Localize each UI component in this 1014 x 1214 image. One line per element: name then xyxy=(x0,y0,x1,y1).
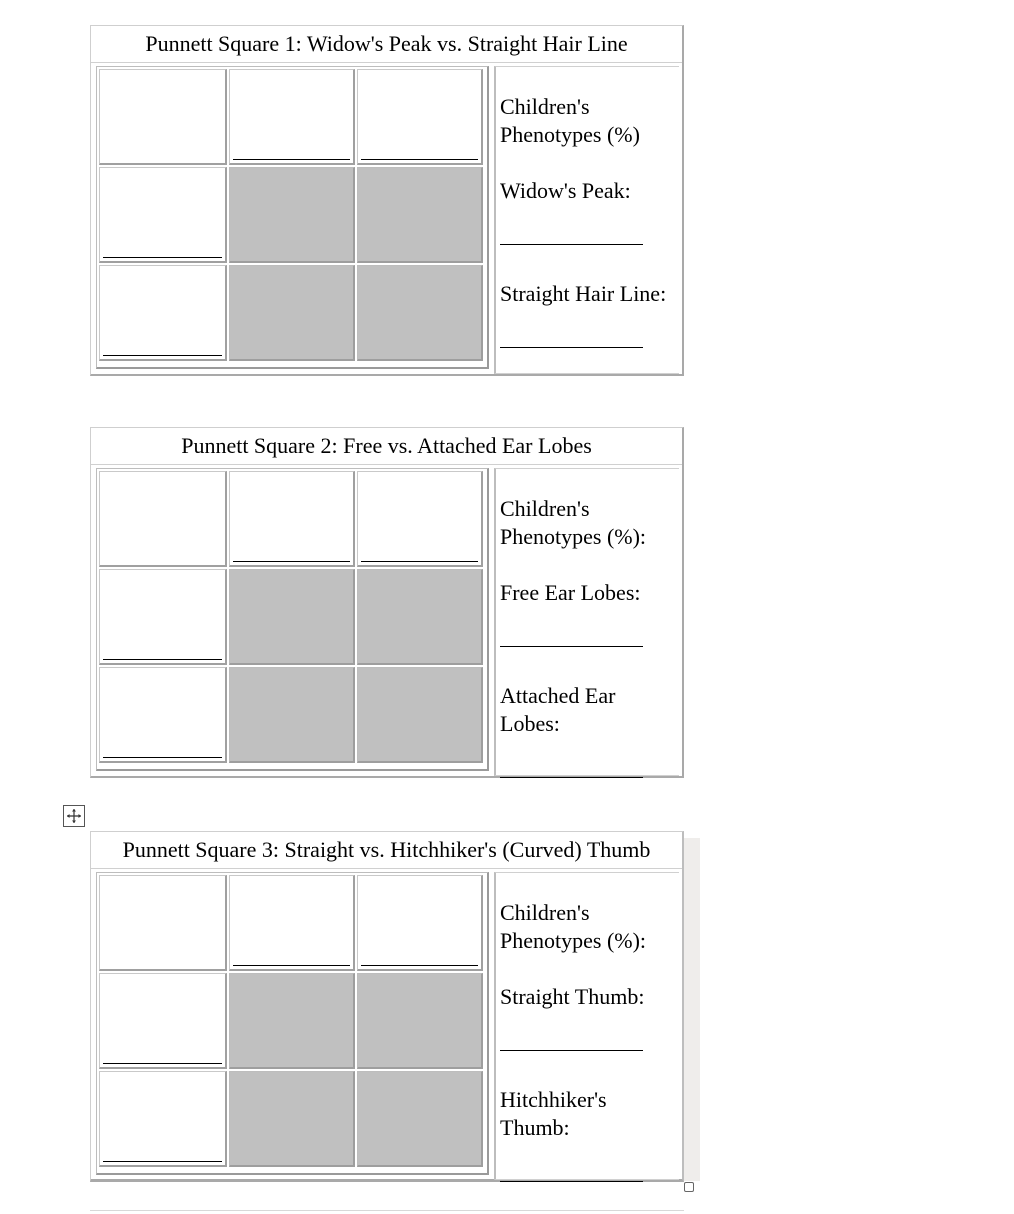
trait-b-blank[interactable] xyxy=(500,1181,643,1182)
punnett-grid xyxy=(96,66,489,369)
trait-a-label: Straight Thumb: xyxy=(500,984,645,1009)
answer-blank-line xyxy=(233,561,350,562)
parent-allele-cell[interactable] xyxy=(229,875,355,971)
answer-blank-line xyxy=(103,1063,222,1064)
answer-blank-line xyxy=(361,159,478,160)
parent-allele-cell[interactable] xyxy=(99,1071,227,1167)
trait-b-label: Straight Hair Line: xyxy=(500,281,667,306)
next-table-top-border xyxy=(90,1210,684,1211)
phenotypes-panel[interactable] xyxy=(494,872,679,1180)
phenotypes-panel[interactable] xyxy=(494,468,679,776)
parent-allele-cell[interactable] xyxy=(99,167,227,263)
offspring-cell[interactable] xyxy=(229,265,355,361)
answer-blank-line xyxy=(233,159,350,160)
phenotypes-panel[interactable] xyxy=(494,66,679,374)
offspring-cell[interactable] xyxy=(229,973,355,1069)
corner-cell[interactable] xyxy=(99,471,227,567)
resize-icon[interactable] xyxy=(684,1182,694,1192)
table-selection-strip xyxy=(684,838,700,1181)
answer-blank-line xyxy=(103,1161,222,1162)
answer-blank-line xyxy=(103,355,222,356)
offspring-cell[interactable] xyxy=(229,167,355,263)
parent-allele-cell[interactable] xyxy=(357,69,483,165)
parent-allele-cell[interactable] xyxy=(229,471,355,567)
parent-allele-cell[interactable] xyxy=(357,875,483,971)
trait-a-label: Free Ear Lobes: xyxy=(500,580,641,605)
phenotypes-label: Children's Phenotypes (%): xyxy=(500,900,647,953)
answer-blank-line xyxy=(361,965,478,966)
trait-b-blank[interactable] xyxy=(500,347,643,348)
corner-cell[interactable] xyxy=(99,875,227,971)
answer-blank-line xyxy=(103,757,222,758)
offspring-cell[interactable] xyxy=(357,973,483,1069)
phenotypes-label: Children's Phenotypes (%) xyxy=(500,94,640,147)
punnett-square-title: Punnett Square 1: Widow's Peak vs. Straight Hair Line xyxy=(91,26,682,63)
offspring-cell[interactable] xyxy=(229,667,355,763)
trait-b-label: Attached Ear Lobes: xyxy=(500,683,616,736)
parent-allele-cell[interactable] xyxy=(357,471,483,567)
trait-b-label: Hitchhiker's Thumb: xyxy=(500,1087,607,1140)
punnett-grid xyxy=(96,468,489,771)
answer-blank-line xyxy=(103,659,222,660)
punnett-grid xyxy=(96,872,489,1175)
offspring-cell[interactable] xyxy=(229,1071,355,1167)
move-icon[interactable] xyxy=(63,805,85,827)
answer-blank-line xyxy=(233,965,350,966)
offspring-cell[interactable] xyxy=(357,569,483,665)
parent-allele-cell[interactable] xyxy=(229,69,355,165)
corner-cell[interactable] xyxy=(99,69,227,165)
punnett-square-title: Punnett Square 3: Straight vs. Hitchhiker's (Curved) Thumb xyxy=(91,832,682,869)
move-icon-glyph xyxy=(66,808,82,824)
punnett-square-title: Punnett Square 2: Free vs. Attached Ear Lobes xyxy=(91,428,682,465)
answer-blank-line xyxy=(103,257,222,258)
trait-a-label: Widow's Peak: xyxy=(500,178,631,203)
parent-allele-cell[interactable] xyxy=(99,667,227,763)
phenotypes-label: Children's Phenotypes (%): xyxy=(500,496,647,549)
answer-blank-line xyxy=(361,561,478,562)
offspring-cell[interactable] xyxy=(357,167,483,263)
trait-b-blank[interactable] xyxy=(500,777,643,778)
parent-allele-cell[interactable] xyxy=(99,973,227,1069)
punnett-square-2 xyxy=(90,427,684,778)
offspring-cell[interactable] xyxy=(357,265,483,361)
punnett-square-3 xyxy=(90,831,684,1182)
parent-allele-cell[interactable] xyxy=(99,569,227,665)
parent-allele-cell[interactable] xyxy=(99,265,227,361)
punnett-square-1 xyxy=(90,25,684,376)
offspring-cell[interactable] xyxy=(229,569,355,665)
offspring-cell[interactable] xyxy=(357,1071,483,1167)
offspring-cell[interactable] xyxy=(357,667,483,763)
